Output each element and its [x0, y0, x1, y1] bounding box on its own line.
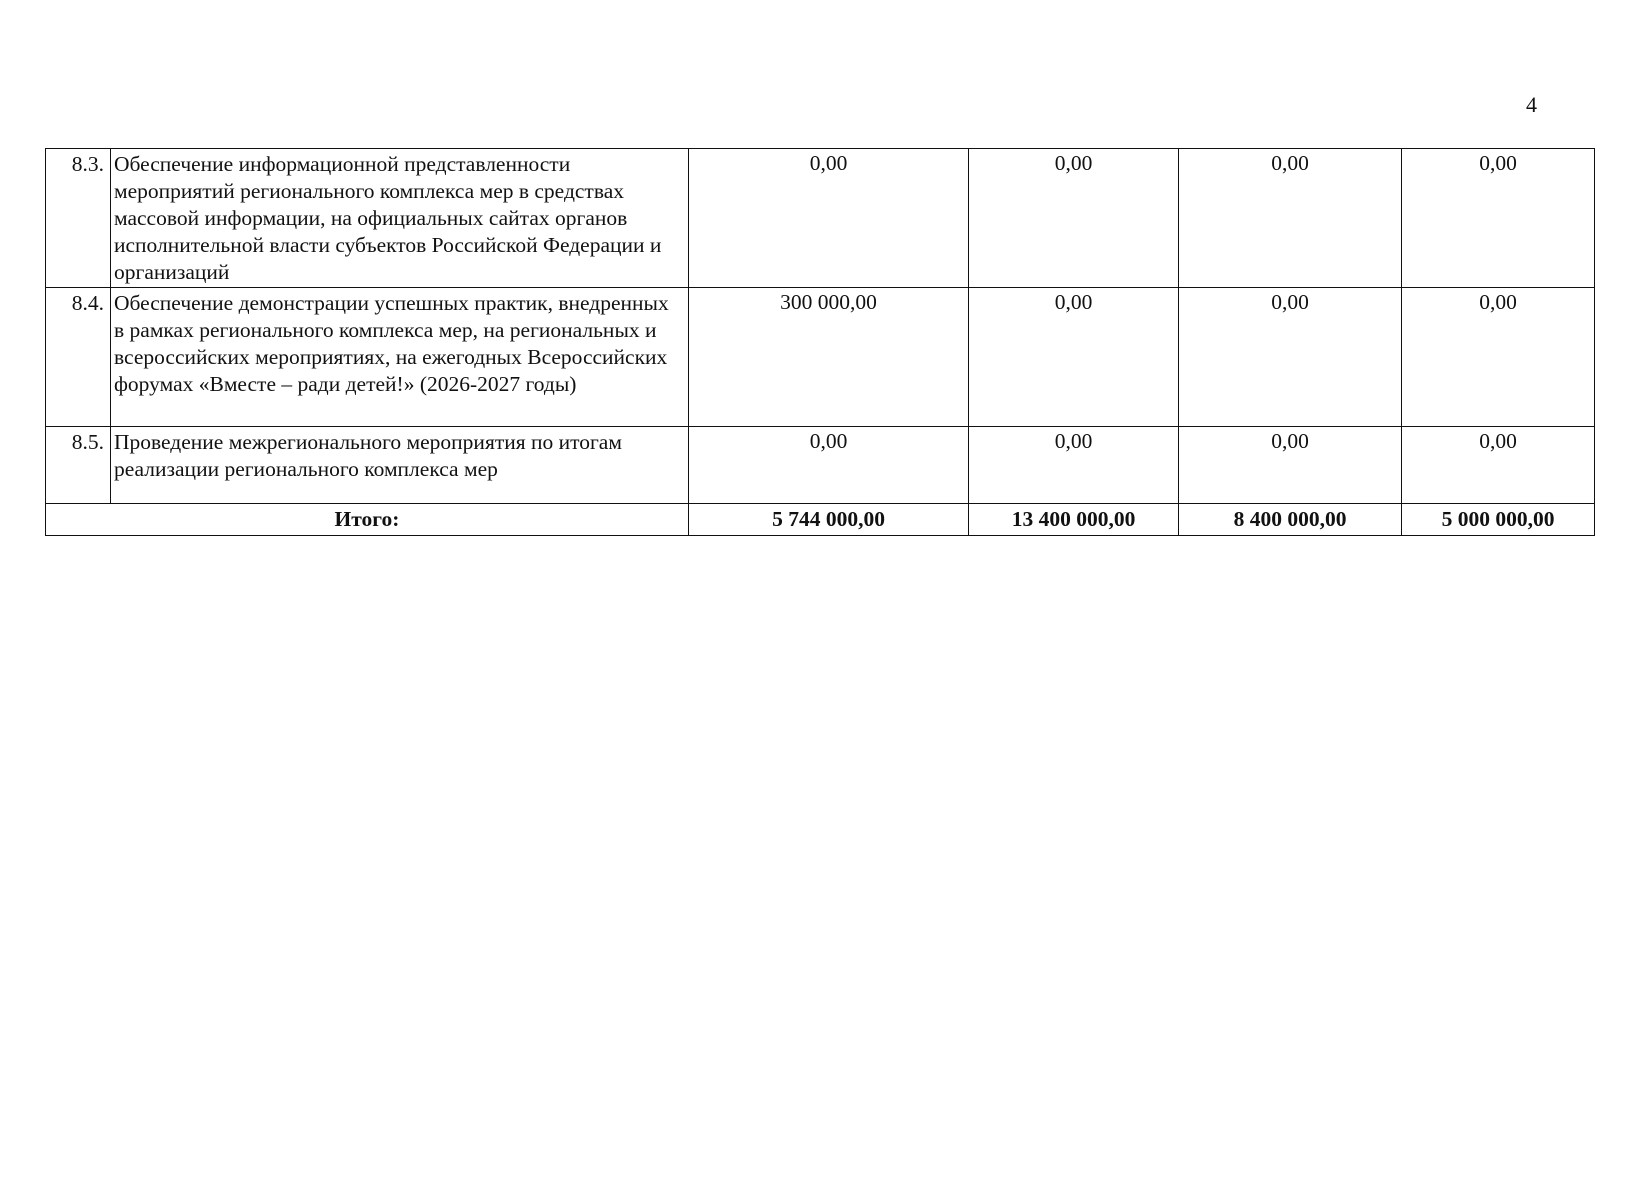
row-value-2: 0,00	[969, 427, 1179, 504]
total-value-2: 13 400 000,00	[969, 504, 1179, 536]
row-description: Обеспечение информационной представленности мероприятий регионального комплекса мер в средствах массовой информации, на официальных сайтах органов исполнительной власти субъектов Российской Федерации и организаций	[111, 149, 689, 288]
row-value-1: 300 000,00	[689, 288, 969, 427]
row-description: Проведение межрегионального мероприятия по итогам реализации регионального комплекса мер	[111, 427, 689, 504]
row-description: Обеспечение демонстрации успешных практик, внедренных в рамках регионального комплекса мер, на региональных и всероссийских мероприятиях, на ежегодных Всероссийских форумах «Вместе – ради детей!» (2026-2027 годы)	[111, 288, 689, 427]
table-row	[46, 288, 1595, 427]
table-row	[46, 149, 1595, 288]
total-value-4: 5 000 000,00	[1402, 504, 1595, 536]
row-value-4: 0,00	[1402, 149, 1595, 288]
row-value-1: 0,00	[689, 149, 969, 288]
row-number: 8.5.	[46, 427, 111, 504]
row-value-3: 0,00	[1179, 149, 1402, 288]
row-value-2: 0,00	[969, 149, 1179, 288]
row-value-1: 0,00	[689, 427, 969, 504]
row-number: 8.4.	[46, 288, 111, 427]
total-value-3: 8 400 000,00	[1179, 504, 1402, 536]
page-number: 4	[1526, 92, 1537, 117]
row-value-3: 0,00	[1179, 288, 1402, 427]
table-row	[46, 427, 1595, 504]
total-label: Итого:	[46, 504, 689, 536]
row-value-4: 0,00	[1402, 427, 1595, 504]
row-value-2: 0,00	[969, 288, 1179, 427]
row-value-4: 0,00	[1402, 288, 1595, 427]
total-value-1: 5 744 000,00	[689, 504, 969, 536]
budget-table	[45, 148, 1595, 536]
row-number: 8.3.	[46, 149, 111, 288]
row-value-3: 0,00	[1179, 427, 1402, 504]
total-row	[46, 504, 1595, 536]
